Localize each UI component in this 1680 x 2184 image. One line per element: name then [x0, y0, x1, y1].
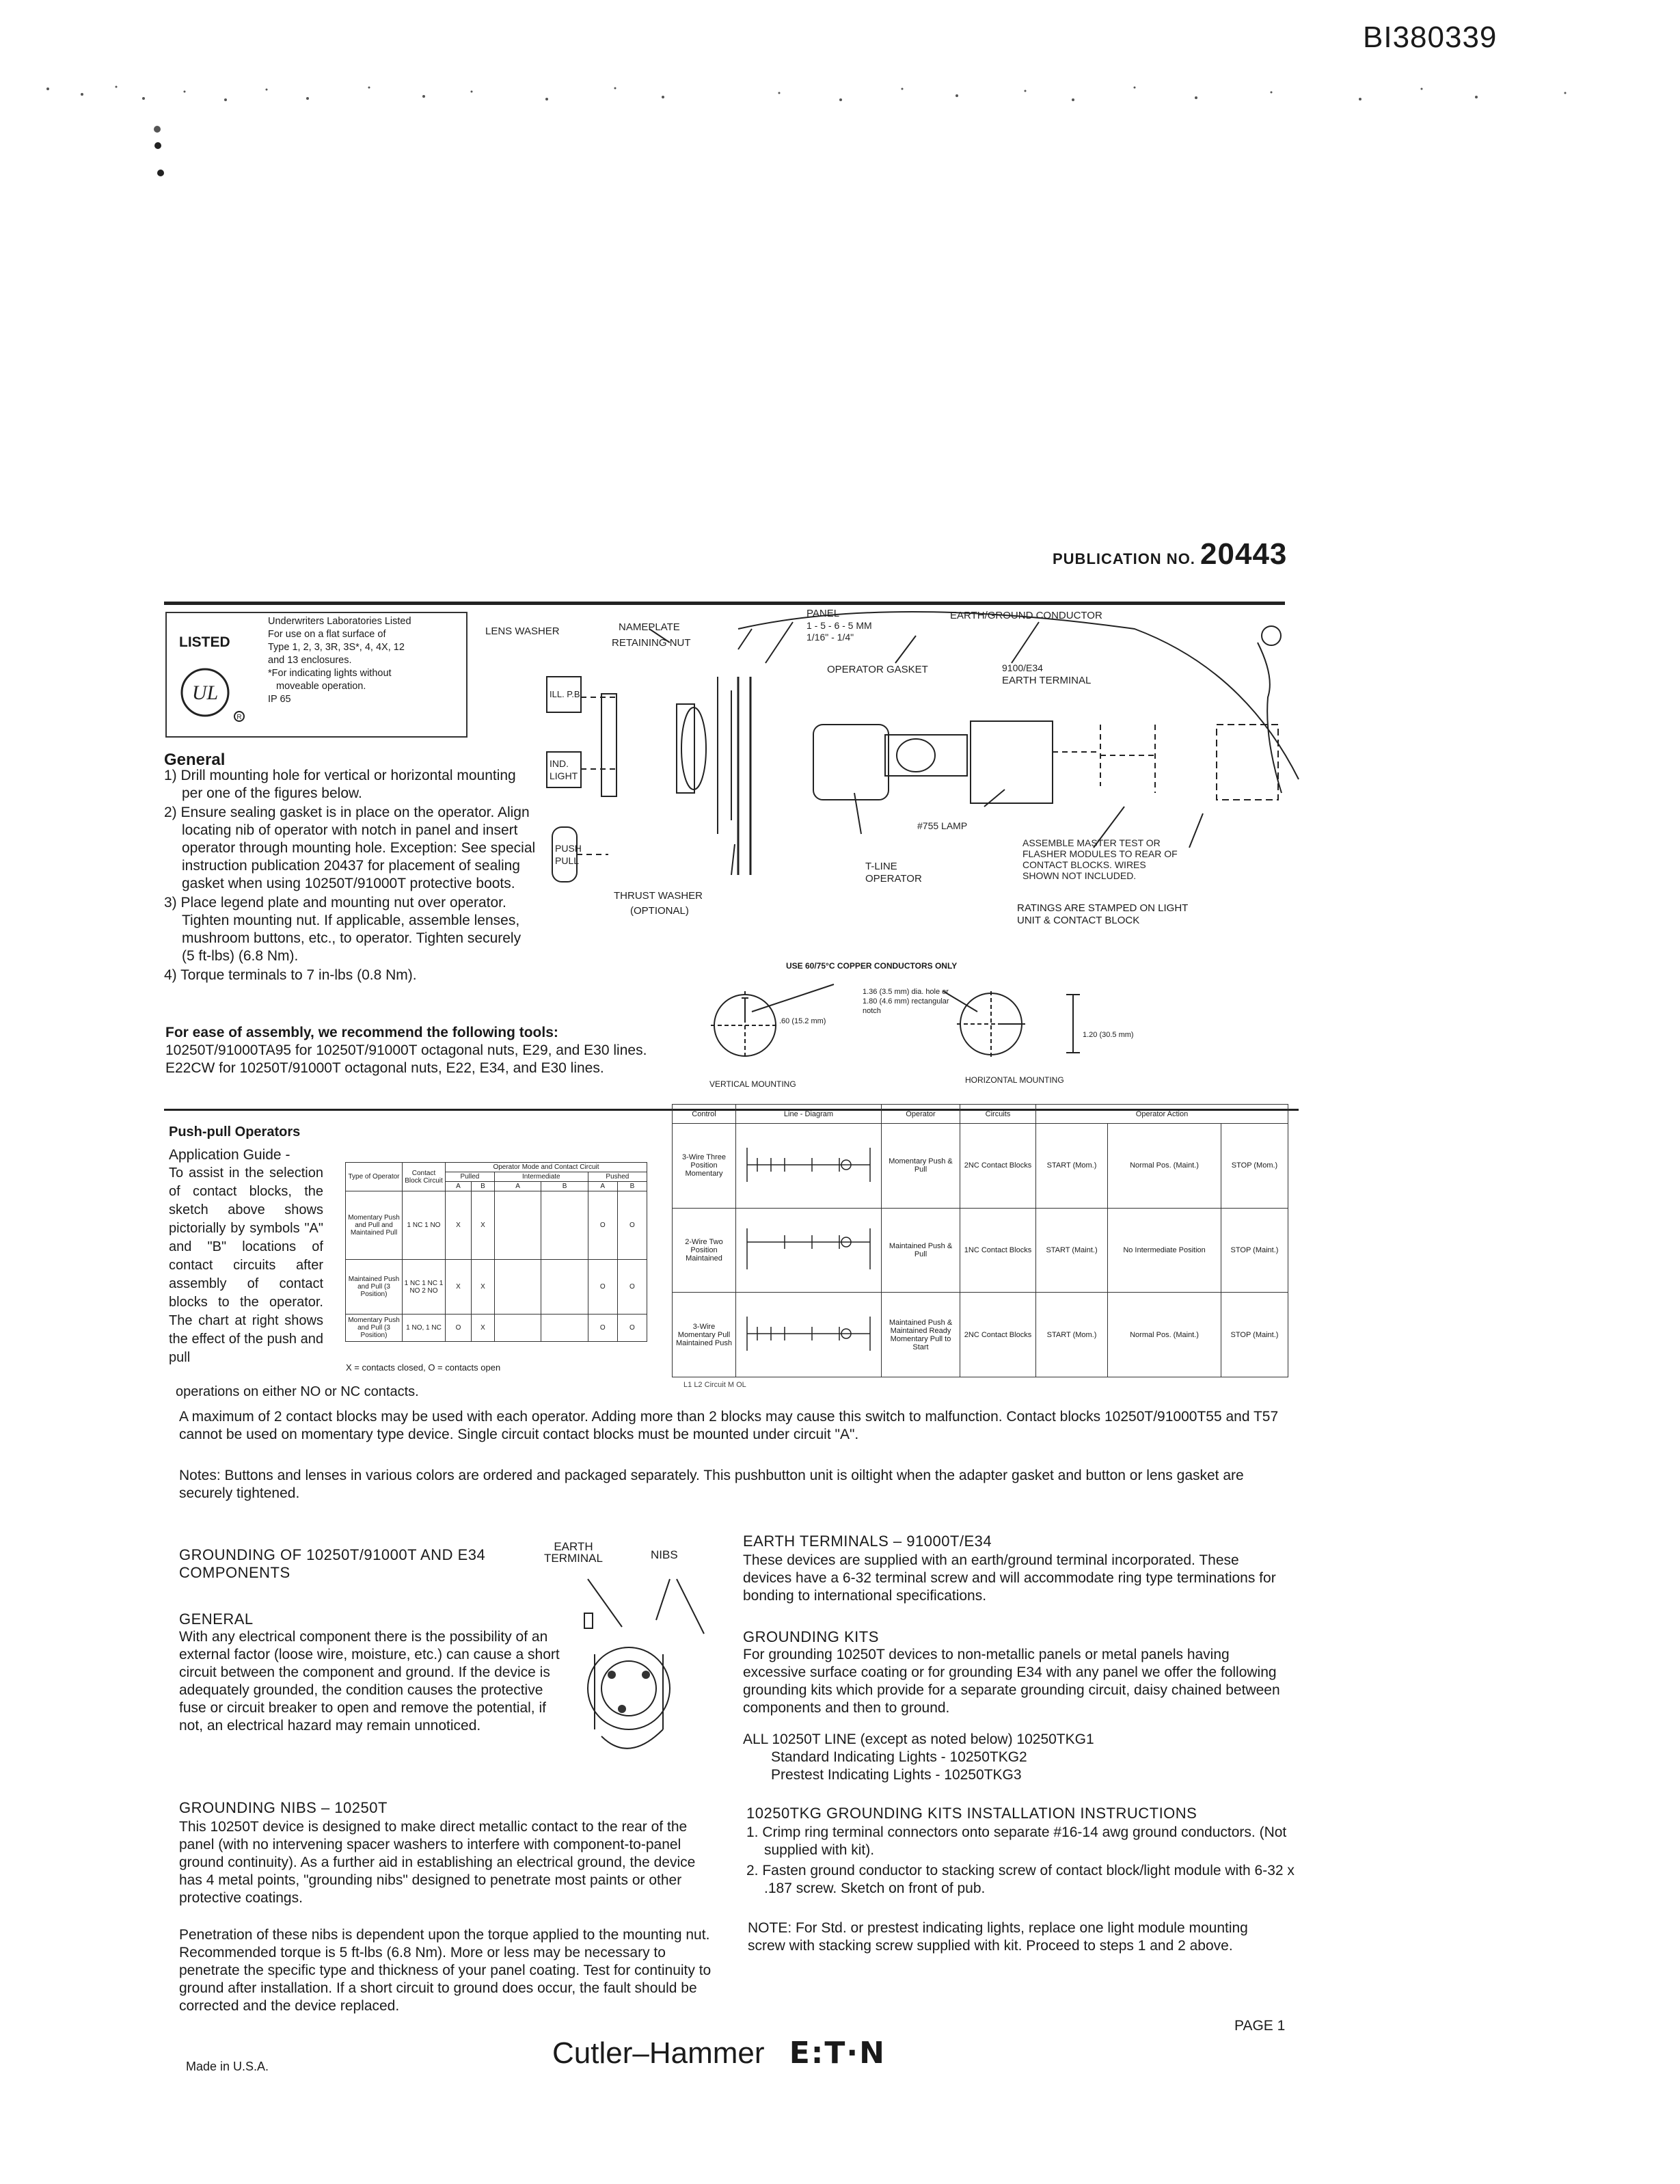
ul-listing-text — [268, 615, 465, 706]
state-cell: X — [446, 1260, 472, 1315]
general-step: 3) Place legend plate and mounting nut over operator. Tighten mounting nut. If applicable, assemble lenses, mushroom buttons, etc., to operator. Tighten securely (5 ft-lbs) (6.8 Nm). — [164, 895, 521, 964]
col-head: Operator — [882, 1105, 960, 1124]
lbl-panel-inches: 1/16" - 1/4" — [807, 632, 854, 643]
general-step: 1) Drill mounting hole for vertical or horizontal mounting per one of the figures below. — [164, 768, 516, 801]
state-cell: O — [588, 1260, 617, 1315]
col-head: Line - Diagram — [736, 1105, 882, 1124]
lbl-dim-horizontal: 1.20 (30.5 mm) — [1083, 1031, 1134, 1039]
col-head: Type of Operator — [346, 1163, 403, 1191]
lbl-lens-washer: LENS WASHER — [485, 625, 560, 637]
state-cell: O — [617, 1260, 647, 1315]
grounding-kits-body: For grounding 10250T devices to non-metallic panels or metal panels having excessive surface coating or for grounding E34 with any panel we offer the following grounding kits which provide for a separate grounding circuit, daisy chained between components and then to ground. — [743, 1647, 1280, 1716]
state-cell — [541, 1315, 588, 1342]
operator-cell: Momentary Push & Pull — [882, 1124, 960, 1209]
lbl-thrust-washer: THRUST WASHER — [614, 890, 703, 902]
circuit-cell: 1 NO, 1 NC — [403, 1315, 446, 1342]
lbl-assemble-note: FLASHER MODULES TO REAR OF — [1022, 848, 1178, 859]
brand-name — [552, 2036, 886, 2071]
scan-noise — [27, 68, 1599, 130]
control-cell: 2-Wire Two Position Maintained — [673, 1208, 736, 1293]
lbl-horizontal-mounting: HORIZONTAL MOUNTING — [965, 1075, 1064, 1085]
kit-line: Prestest Indicating Lights - 10250TKG3 — [771, 1767, 1022, 1783]
circuit-labels — [683, 1381, 746, 1389]
action-cell: START (Mom.) — [1036, 1124, 1108, 1209]
general-step: 2) Ensure sealing gasket is in place on the operator. Align locating nib of operator with notch in panel and insert operator through mounting hole. Exception: See special instruction publication 20437 for placement of sealing gasket when using 10250T/91000T protective boots. — [164, 805, 536, 891]
page-number: PAGE 1 — [1234, 2018, 1286, 2034]
publication-label: PUBLICATION NO. — [1053, 550, 1195, 567]
app-guide-body: To assist in the selection of contact blocks, the sketch above shows pictorially by symbols "A" and "B" locations of contact circuits after assembly of contact blocks to the operator. The chart at right shows the effect of the push and pull — [169, 1165, 323, 1365]
lbl-earth-terminal-figure: EARTH TERMINAL — [544, 1540, 603, 1565]
lbl-earth-conductor: EARTH/GROUND CONDUCTOR — [950, 610, 1102, 621]
table-row — [673, 1208, 1288, 1293]
table-legend: X = contacts closed, O = contacts open — [346, 1362, 501, 1373]
ab-head: B — [617, 1182, 647, 1191]
action-cell: STOP (Maint.) — [1221, 1208, 1288, 1293]
col-head: Operator Action — [1036, 1105, 1288, 1124]
general-step: 4) Torque terminals to 7 in-lbs (0.8 Nm). — [164, 967, 417, 983]
col-head: Control — [673, 1105, 736, 1124]
ul-line: Underwriters Laboratories Listed — [268, 616, 411, 627]
eaton-logo: E:T·N — [789, 2036, 886, 2071]
tools-heading: For ease of assembly, we recommend the following tools: — [165, 1025, 558, 1040]
lbl-push-pull: PUSH — [555, 843, 582, 854]
svg-text:UL: UL — [191, 682, 219, 704]
lbl-retaining-nut: RETAINING NUT — [612, 637, 691, 649]
ul-line: *For indicating lights without — [268, 668, 392, 679]
ladder-diagram — [736, 1293, 882, 1377]
general-heading-2: GENERAL — [179, 1610, 254, 1628]
control-cell: 3-Wire Three Position Momentary — [673, 1124, 736, 1209]
lbl-earth-terminal-part: 9100/E34 — [1002, 662, 1043, 673]
lbl-ind-light: IND. — [550, 758, 569, 769]
state-cell: X — [471, 1191, 494, 1260]
type-cell: Momentary Push and Pull and Maintained Pull — [346, 1191, 403, 1260]
grounding-heading: GROUNDING OF 10250T/91000T AND E34 COMPONENTS — [179, 1546, 486, 1581]
operator-cell: Maintained Push & Maintained Ready Momentary Pull to Start — [882, 1293, 960, 1377]
group-head: Operator Mode and Contact Circuit — [446, 1163, 647, 1172]
state-cell: X — [471, 1260, 494, 1315]
lbl-t-line: T-LINE — [865, 861, 897, 872]
state-cell — [541, 1191, 588, 1260]
ladder-diagram — [736, 1124, 882, 1209]
table-row — [346, 1191, 647, 1260]
kit-line: Standard Indicating Lights - 10250TKG2 — [771, 1749, 1027, 1765]
lbl-copper-note: USE 60/75°C COPPER CONDUCTORS ONLY — [786, 961, 958, 971]
ul-line: moveable operation. — [276, 681, 366, 692]
lbl-optional: (OPTIONAL) — [630, 905, 689, 917]
circuit-cell: 1 NC 1 NO — [403, 1191, 446, 1260]
state-cell — [494, 1315, 541, 1342]
lbl-lamp: #755 LAMP — [917, 820, 968, 831]
lbl-hole-note: 1.80 (4.6 mm) rectangular — [863, 997, 949, 1006]
operator-cell: Maintained Push & Pull — [882, 1208, 960, 1293]
state-cell: O — [588, 1315, 617, 1342]
circuits-cell: 2NC Contact Blocks — [960, 1124, 1036, 1209]
tools-block — [165, 1024, 685, 1077]
made-in-label: Made in U.S.A. — [186, 2060, 269, 2073]
grounding-kits-heading: GROUNDING KITS — [743, 1628, 879, 1645]
action-cell: No Intermediate Position — [1108, 1208, 1221, 1293]
circuits-cell: 2NC Contact Blocks — [960, 1293, 1036, 1377]
lbl-nibs: NIBS — [651, 1548, 678, 1561]
app-guide-last-line: operations on either NO or NC contacts. — [176, 1384, 419, 1399]
table-row — [673, 1124, 1288, 1209]
lbl-t-line: OPERATOR — [865, 873, 922, 885]
col-head: Circuits — [960, 1105, 1036, 1124]
action-cell: Normal Pos. (Maint.) — [1108, 1124, 1221, 1209]
state-cell: O — [617, 1315, 647, 1342]
line-diagram-table — [672, 1104, 1288, 1377]
state-cell — [541, 1260, 588, 1315]
app-guide-heading: Application Guide - — [169, 1147, 290, 1163]
state-cell: O — [588, 1191, 617, 1260]
earth-terminals-heading: EARTH TERMINALS – 91000T/E34 — [743, 1533, 992, 1550]
install-step: 1. Crimp ring terminal connectors onto separate #16-14 awg ground conductors. (Not supplied with kit). — [746, 1824, 1287, 1858]
lbl-operator-gasket: OPERATOR GASKET — [827, 664, 928, 675]
lbl-panel-thickness: 1 - 5 - 6 - 5 MM — [807, 620, 872, 631]
max-blocks-note: A maximum of 2 contact blocks may be used with each operator. Adding more than 2 blocks may cause this switch to malfunction. Contact blocks 10250T/91000T55 and T57 cannot be used on momentary type device. Single circuit contact blocks must be mounted under circuit "A". — [179, 1409, 1279, 1442]
hole-punch-mark — [157, 170, 164, 176]
ul-line: IP 65 — [268, 694, 291, 705]
general-heading: General — [164, 751, 226, 769]
push-pull-heading: Push-pull Operators — [169, 1124, 301, 1140]
circuit-label: L1 — [683, 1381, 692, 1389]
ul-line: and 13 enclosures. — [268, 655, 352, 666]
earth-terminals-body: These devices are supplied with an earth/ground terminal incorporated. These devices have a 6-32 terminal screw and will accommodate ring type terminations for bonding to international specifications. — [743, 1552, 1276, 1604]
action-cell: Normal Pos. (Maint.) — [1108, 1293, 1221, 1377]
ladder-diagram — [736, 1208, 882, 1293]
kit-line: ALL 10250T LINE (except as noted below) 10250TKG1 — [743, 1731, 1094, 1747]
state-cell — [494, 1191, 541, 1260]
action-cell: START (Mom.) — [1036, 1293, 1108, 1377]
ab-head: B — [471, 1182, 494, 1191]
nibs-body: This 10250T device is designed to make direct metallic contact to the rear of the panel (with no intervening spacer washers to interfere with component-to-panel ground continuity). As a further aid in establishing an electrical ground, the device has 4 metal points, "grounding nibs" designed to penetrate most paints or other protective coatings. — [179, 1819, 696, 1906]
publication-number — [1053, 537, 1287, 571]
ul-listed-label: LISTED — [179, 634, 230, 650]
action-cell: STOP (Mom.) — [1221, 1124, 1288, 1209]
install-note: NOTE: For Std. or prestest indicating lights, replace one light module mounting screw with stacking screw supplied with kit. Proceed to steps 1 and 2 above. — [748, 1920, 1248, 1954]
ul-logo-icon — [176, 662, 252, 723]
publication-value: 20443 — [1200, 537, 1288, 571]
lbl-assemble-note: ASSEMBLE MASTER TEST OR — [1022, 837, 1161, 848]
grounding-device-figure — [581, 1572, 724, 1777]
table-row — [346, 1315, 647, 1342]
application-table — [345, 1162, 647, 1342]
ab-head: A — [446, 1182, 472, 1191]
lbl-push-pull: PULL — [555, 855, 580, 866]
install-step: 2. Fasten ground conductor to stacking screw of contact block/light module with 6-32 x .187 screw. Sketch on front of pub. — [746, 1863, 1295, 1896]
lbl-hole-note: 1.36 (3.5 mm) dia. hole or — [863, 988, 949, 996]
circuits-cell: 1NC Contact Blocks — [960, 1208, 1036, 1293]
circuit-label: L2 — [694, 1381, 703, 1389]
sub-head: Intermediate — [494, 1172, 588, 1182]
ab-head: A — [588, 1182, 617, 1191]
nibs-body-2: Penetration of these nibs is dependent upon the torque applied to the mounting nut. Recommended torque is 5 ft-lbs (6.8 Nm). More or less may be necessary to penetrate the specific type and thickness of your panel coating. Test for continuity to ground after installation. If a short circuit to ground does occur, the fault should be corrected and the device replaced. — [179, 1927, 712, 2014]
lbl-panel: PANEL — [807, 608, 840, 619]
general-steps — [164, 767, 537, 986]
circuit-label: Circuit — [704, 1381, 726, 1389]
cutler-hammer-text: Cutler–Hammer — [552, 2036, 765, 2070]
state-cell: O — [617, 1191, 647, 1260]
circuit-label: OL — [736, 1381, 746, 1389]
lbl-ill-pb: ILL. P.B. — [550, 689, 583, 699]
grounding-general-body: With any electrical component there is the possibility of an external factor (loose wire, moisture, etc.) can cause a short circuit between the component and ground. If the device is adequately grounded, the condition causes the protective fuse or circuit breaker to open and remove the potential, if not, an electrical hazard may remain unnoticed. — [179, 1629, 560, 1734]
assembly-diagram — [485, 588, 1299, 902]
lbl-dim-vertical: .60 (15.2 mm) — [779, 1017, 826, 1025]
type-cell: Momentary Push and Pull (3 Position) — [346, 1315, 403, 1342]
document-id: BI380339 — [1363, 21, 1498, 54]
lbl-earth-terminal: EARTH TERMINAL — [1002, 675, 1092, 686]
lbl-ind-light: LIGHT — [550, 770, 578, 781]
sub-head: Pushed — [588, 1172, 647, 1182]
lbl-assemble-note: SHOWN NOT INCLUDED. — [1022, 870, 1137, 881]
state-cell — [494, 1260, 541, 1315]
lbl-vertical-mounting: VERTICAL MOUNTING — [709, 1079, 796, 1089]
action-cell: START (Maint.) — [1036, 1208, 1108, 1293]
state-cell: X — [471, 1315, 494, 1342]
circuit-cell: 1 NC 1 NC 1 NO 2 NO — [403, 1260, 446, 1315]
lbl-assemble-note: CONTACT BLOCKS. WIRES — [1022, 859, 1146, 870]
ab-head: A — [494, 1182, 541, 1191]
svg-text:R: R — [236, 714, 242, 721]
sub-head: Pulled — [446, 1172, 495, 1182]
notes-paragraph: Notes: Buttons and lenses in various colors are ordered and packaged separately. This pushbutton unit is oiltight when the adapter gasket and button or lens gasket are securely tightened. — [179, 1468, 1244, 1501]
control-cell: 3-Wire Momentary Pull Maintained Push — [673, 1293, 736, 1377]
circuit-label: M — [727, 1381, 735, 1389]
lbl-ratings-note: UNIT & CONTACT BLOCK — [1017, 915, 1140, 926]
lbl-hole-note: notch — [863, 1007, 881, 1015]
ab-head: B — [541, 1182, 588, 1191]
nibs-heading: GROUNDING NIBS – 10250T — [179, 1799, 388, 1816]
state-cell: O — [446, 1315, 472, 1342]
lbl-ratings-note: RATINGS ARE STAMPED ON LIGHT — [1017, 902, 1189, 914]
ul-line: Type 1, 2, 3, 3R, 3S*, 4, 4X, 12 — [268, 642, 405, 653]
action-cell: STOP (Maint.) — [1221, 1293, 1288, 1377]
install-heading: 10250TKG GROUNDING KITS INSTALLATION INSTRUCTIONS — [746, 1805, 1197, 1822]
table-row — [346, 1260, 647, 1315]
table-row — [673, 1293, 1288, 1377]
state-cell: X — [446, 1191, 472, 1260]
tools-body: 10250T/91000TA95 for 10250T/91000T octagonal nuts, E29, and E30 lines. E22CW for 10250T/91000T octagonal nuts, E22, E34, and E30 lines. — [165, 1042, 647, 1076]
lbl-nameplate: NAMEPLATE — [619, 621, 680, 633]
hole-punch-mark — [154, 142, 161, 149]
type-cell: Maintained Push and Pull (3 Position) — [346, 1260, 403, 1315]
col-head: Contact Block Circuit — [403, 1163, 446, 1191]
ul-line: For use on a flat surface of — [268, 629, 386, 640]
